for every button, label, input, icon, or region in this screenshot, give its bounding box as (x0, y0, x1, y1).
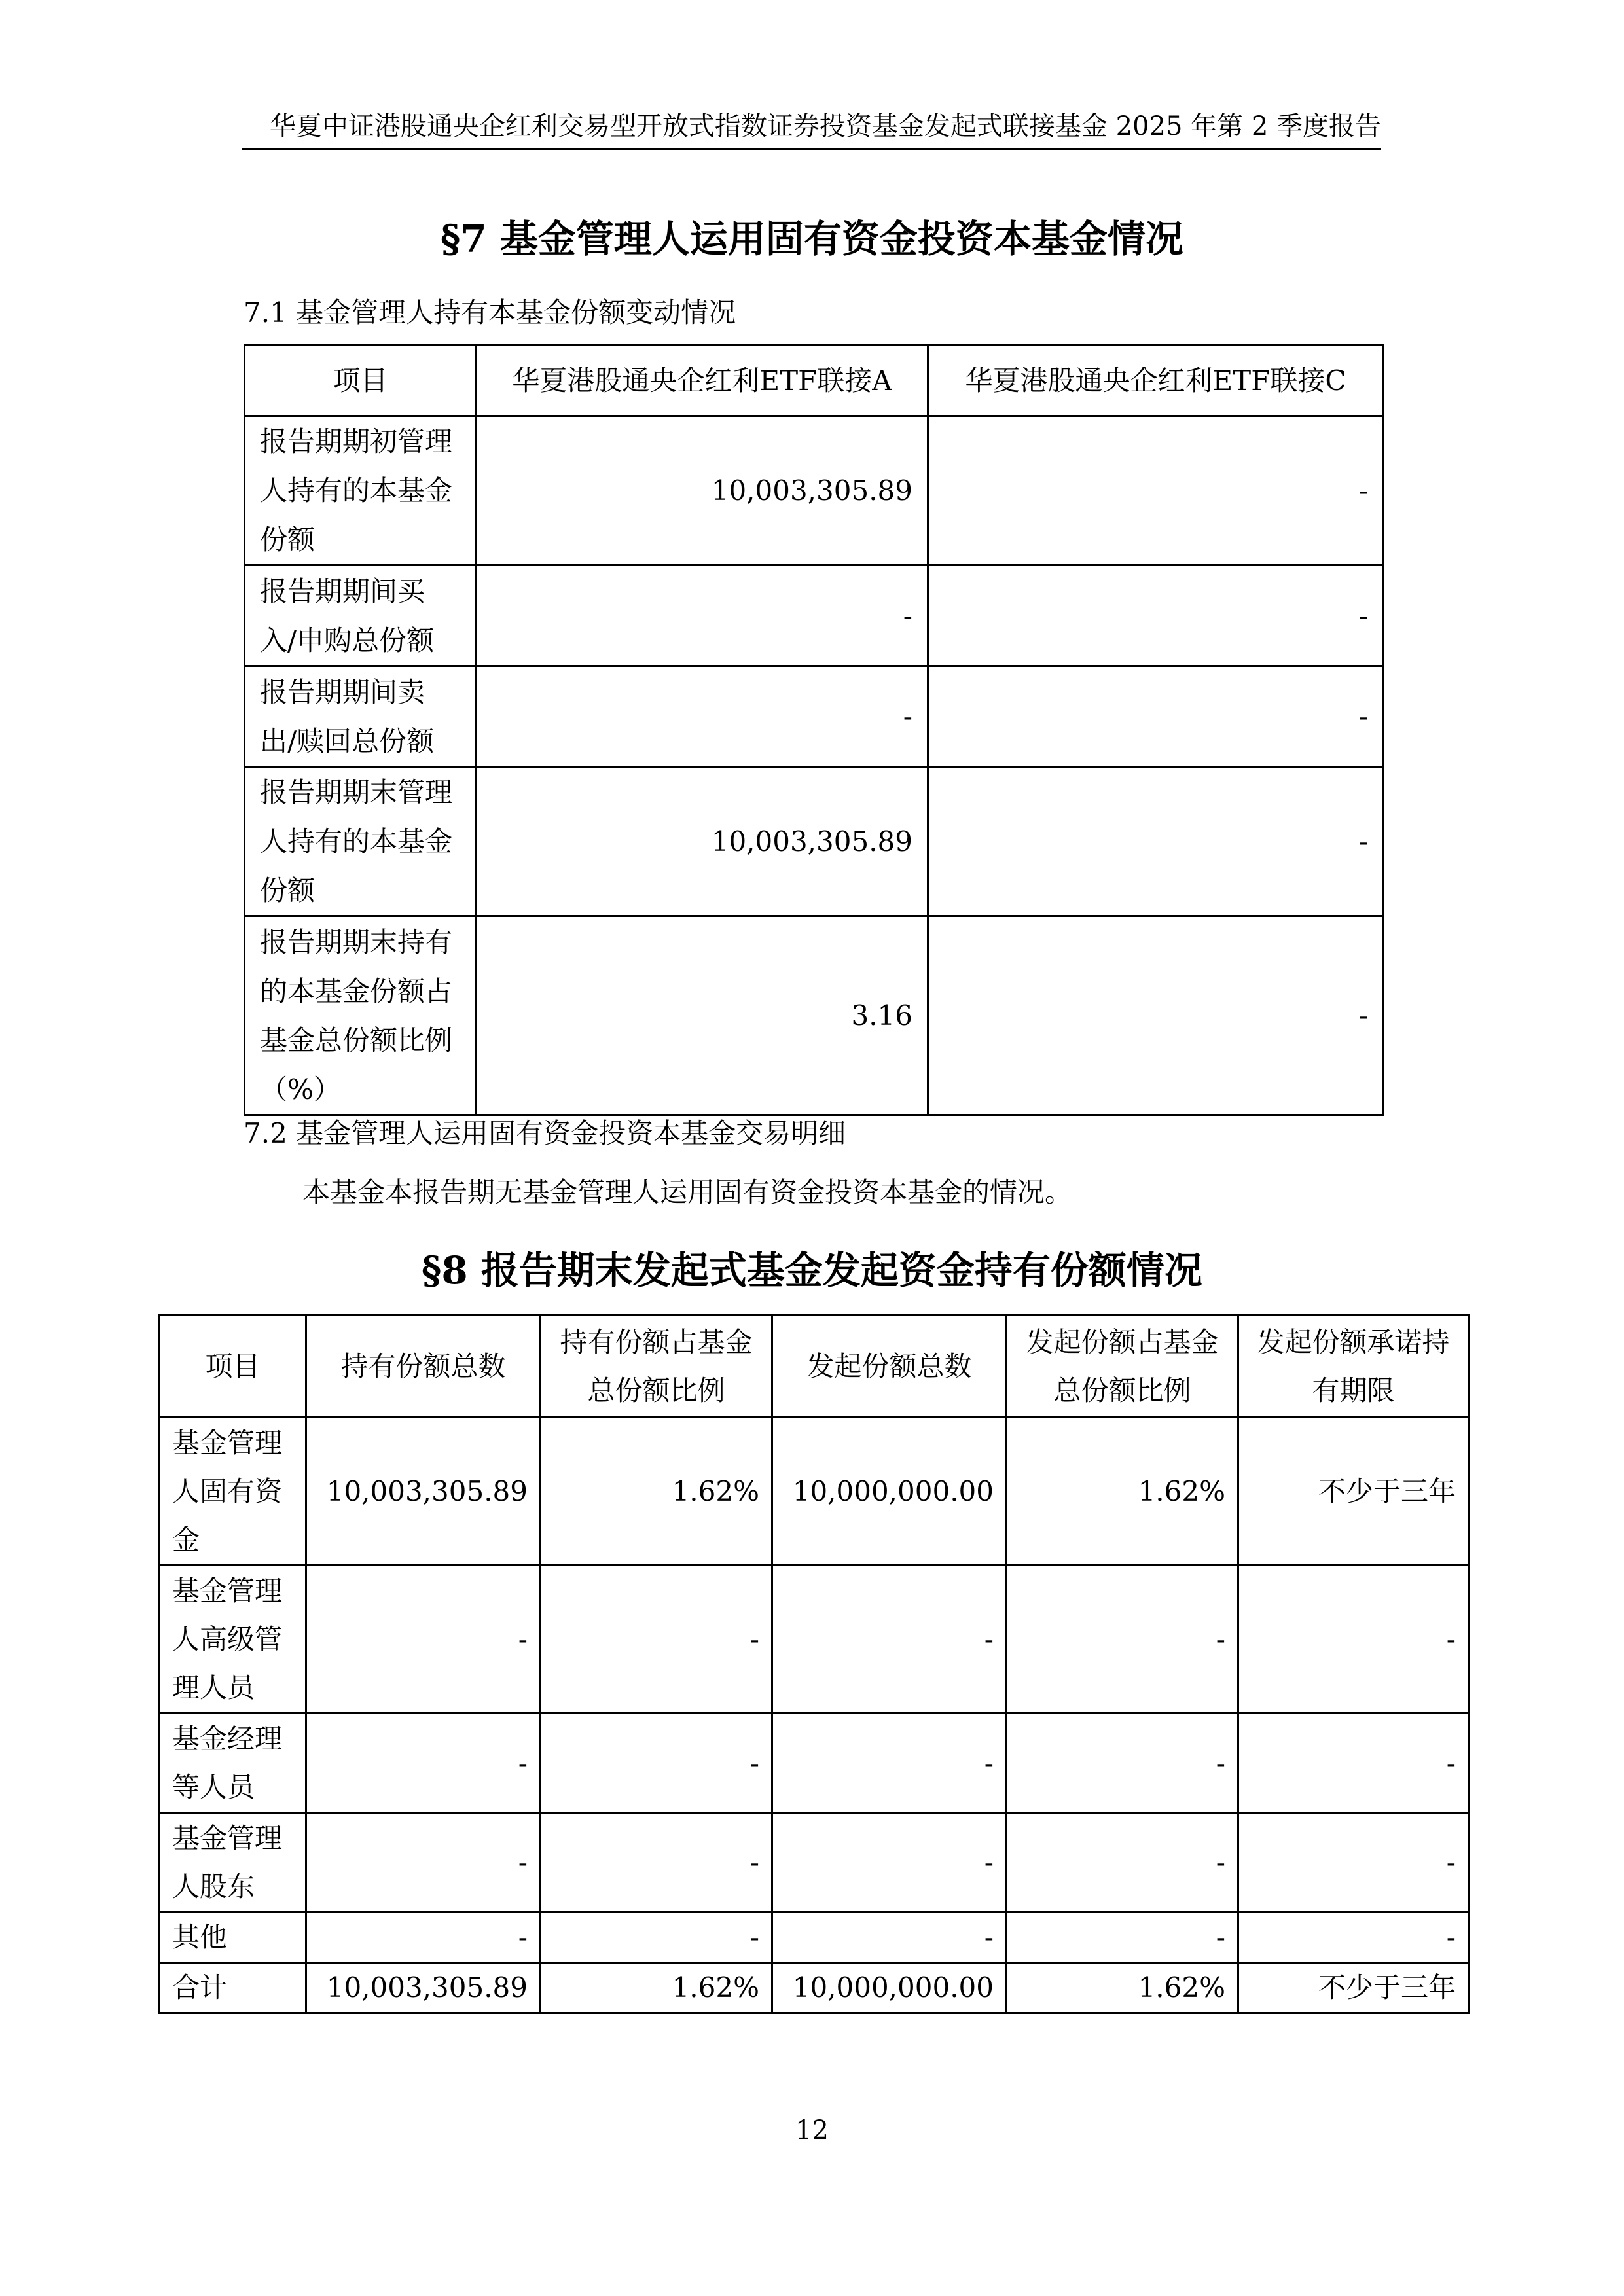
cell-value: - (306, 1566, 541, 1713)
cell-value: 10,003,305.89 (477, 767, 928, 916)
table-row (245, 416, 1384, 565)
cell-value: - (1238, 1813, 1469, 1912)
cell-value: - (772, 1713, 1007, 1813)
section8-title: §8 报告期末发起式基金发起资金持有份额情况 (422, 1248, 1202, 1293)
cell-value: 1.62% (1007, 1418, 1238, 1566)
table-row (245, 767, 1384, 916)
header-cell: 项目 (160, 1316, 306, 1418)
section7-title: §7 基金管理人运用固有资金投资本基金情况 (441, 217, 1183, 261)
table-row (160, 1713, 1469, 1813)
section7-2-heading: 7.2 基金管理人运用固有资金投资本基金交易明细 (244, 1117, 846, 1149)
cell-value: - (928, 767, 1384, 916)
page-number: 12 (795, 2115, 829, 2145)
cell-value: - (1007, 1912, 1238, 1963)
cell-value: - (1238, 1713, 1469, 1813)
report-header: 华夏中证港股通央企红利交易型开放式指数证券投资基金发起式联接基金 2025 年第 2 季度报告 (269, 111, 1381, 141)
cell-value: - (1238, 1566, 1469, 1713)
cell-value: 不少于三年 (1238, 1418, 1469, 1566)
cell-value: - (306, 1912, 541, 1963)
row-label: 基金管理人高级管理人员 (160, 1566, 306, 1713)
cell-value: - (772, 1566, 1007, 1713)
header-cell: 华夏港股通央企红利ETF联接C (928, 346, 1384, 416)
cell-value: - (541, 1912, 772, 1963)
cell-value: 3.16 (477, 916, 928, 1115)
cell-value: - (1007, 1813, 1238, 1912)
table-row (160, 1418, 1469, 1566)
row-label: 报告期期间卖出/赎回总份额 (245, 666, 477, 767)
cell-value: - (928, 565, 1384, 666)
cell-value: - (477, 666, 928, 767)
header-cell: 发起份额占基金总份额比例 (1007, 1316, 1238, 1418)
row-label: 其他 (160, 1912, 306, 1963)
cell-value: 1.62% (541, 1418, 772, 1566)
table-header-row (245, 346, 1384, 416)
header-cell: 华夏港股通央企红利ETF联接A (477, 346, 928, 416)
section7-2-paragraph: 本基金本报告期无基金管理人运用固有资金投资本基金的情况。 (302, 1176, 1073, 1208)
cell-value: 10,000,000.00 (772, 1963, 1007, 2013)
cell-value: 1.62% (541, 1963, 772, 2013)
row-label: 基金管理人固有资金 (160, 1418, 306, 1566)
cell-value: - (1238, 1912, 1469, 1963)
row-label: 基金管理人股东 (160, 1813, 306, 1912)
cell-value: - (928, 666, 1384, 767)
cell-value: - (477, 565, 928, 666)
table-header-row (160, 1316, 1469, 1418)
holding-change-table (244, 344, 1384, 1116)
cell-value: - (541, 1713, 772, 1813)
header-divider (242, 148, 1381, 150)
section7-1-heading: 7.1 基金管理人持有本基金份额变动情况 (244, 296, 736, 329)
cell-value: 不少于三年 (1238, 1963, 1469, 2013)
table-row (160, 1566, 1469, 1713)
row-label: 合计 (160, 1963, 306, 2013)
cell-value: 10,003,305.89 (306, 1963, 541, 2013)
table-row (160, 1912, 1469, 1963)
table-row (160, 1963, 1469, 2013)
header-cell: 持有份额占基金总份额比例 (541, 1316, 772, 1418)
row-label: 报告期期间买入/申购总份额 (245, 565, 477, 666)
table-row (245, 565, 1384, 666)
cell-value: 1.62% (1007, 1963, 1238, 2013)
cell-value: 10,003,305.89 (477, 416, 928, 565)
cell-value: - (306, 1813, 541, 1912)
cell-value: - (541, 1566, 772, 1713)
row-label: 报告期期末管理人持有的本基金份额 (245, 767, 477, 916)
cell-value: - (928, 416, 1384, 565)
cell-value: - (1007, 1566, 1238, 1713)
cell-value: - (306, 1713, 541, 1813)
sponsor-holding-table (158, 1314, 1470, 2014)
header-cell: 发起份额承诺持有期限 (1238, 1316, 1469, 1418)
header-cell: 发起份额总数 (772, 1316, 1007, 1418)
cell-value: - (772, 1912, 1007, 1963)
cell-value: - (1007, 1713, 1238, 1813)
header-cell: 项目 (245, 346, 477, 416)
row-label: 报告期期初管理人持有的本基金份额 (245, 416, 477, 565)
header-cell: 持有份额总数 (306, 1316, 541, 1418)
cell-value: - (541, 1813, 772, 1912)
table-row (160, 1813, 1469, 1912)
cell-value: - (928, 916, 1384, 1115)
cell-value: 10,000,000.00 (772, 1418, 1007, 1566)
row-label: 基金经理等人员 (160, 1713, 306, 1813)
cell-value: 10,003,305.89 (306, 1418, 541, 1566)
cell-value: - (772, 1813, 1007, 1912)
table-row (245, 916, 1384, 1115)
row-label: 报告期期末持有的本基金份额占基金总份额比例（%） (245, 916, 477, 1115)
table-row (245, 666, 1384, 767)
